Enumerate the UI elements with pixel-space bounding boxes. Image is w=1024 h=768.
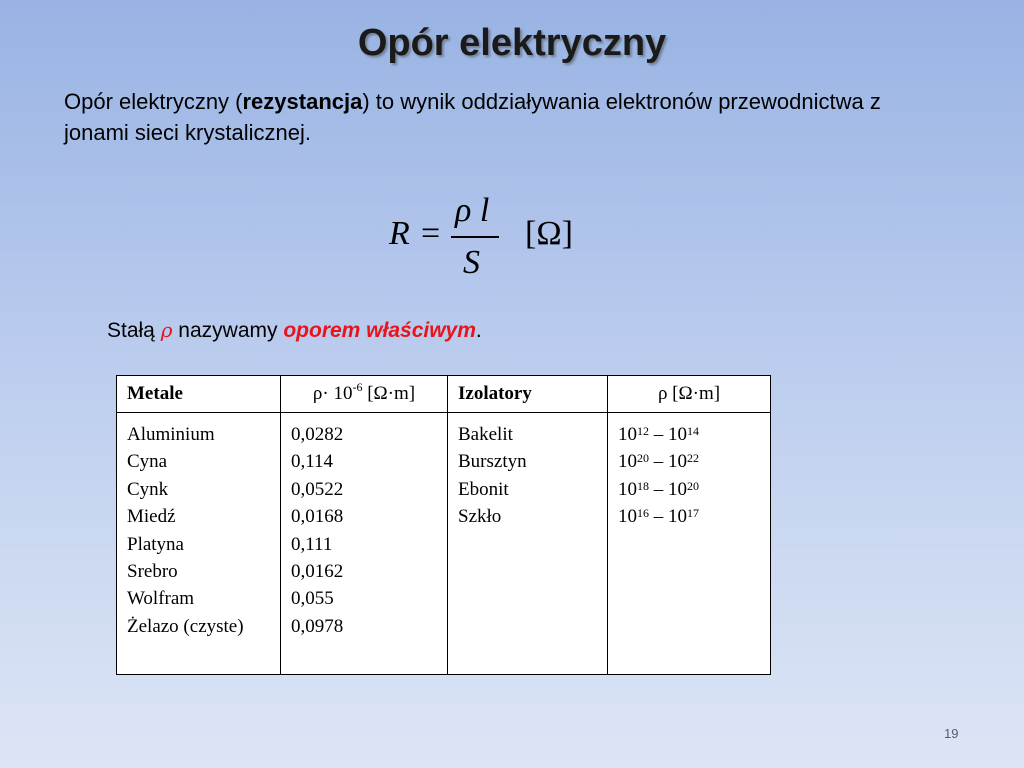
header-rho-insulators: ρ [Ω·m] [608,376,771,413]
resistivity-definition [107,318,482,343]
header-rho-metals-exp: -6 [352,380,363,394]
const-prefix: Stałą [107,319,161,342]
metal-values-list [291,421,437,640]
formula-unit: [Ω] [525,215,573,252]
range-exponent: 16 [637,506,649,521]
metal-value: 0,0522 [291,478,344,500]
header-insulators: Izolatory [448,376,608,413]
range-exponent: 20 [637,451,649,466]
metal-name: Aluminium [127,424,215,445]
formula-numerator: ρ l [455,192,490,229]
intro-prefix: Opór elektryczny ( [64,89,243,114]
metal-name: Cynk [127,478,169,500]
insulators-cell [448,413,608,675]
insulator-name: Ebonit [458,478,509,500]
insulator-name: Bursztyn [458,451,527,473]
metals-list [127,421,270,640]
header-rho-metals [281,376,448,413]
range-exponent: 17 [687,506,699,521]
range-base: 10 [668,506,687,528]
intro-bold-term: rezystancja [242,89,363,114]
range-base: 10 [618,506,637,528]
intro-paragraph [64,86,884,148]
range-exponent: 18 [637,478,649,493]
metal-name: Wolfram [127,588,195,610]
header-rho-metals-prefix: ρ· 10 [312,383,353,404]
rho-symbol: ρ [160,318,173,342]
metal-name: Żelazo (czyste) [127,615,244,637]
metal-name: Miedź [127,506,176,528]
metal-value: 0,0978 [291,615,344,637]
resistivity-table [116,375,771,675]
metal-value: 0,0168 [291,506,344,528]
insulator-range [618,421,760,448]
const-suffix: . [475,319,482,342]
table-body-row [117,413,771,675]
insulator-range [618,448,760,475]
metal-name: Srebro [127,561,178,583]
range-base: 10 [618,451,637,473]
range-separator: – [649,451,668,473]
resistivity-term: oporem właściwym [283,319,476,342]
range-base: 10 [618,478,637,500]
intro-suffix: ) to wynik oddziaływania elektronów przewodnictwa z jonami sieci krystalicznej. [64,89,881,145]
insulator-ranges-list [618,421,760,531]
metal-value: 0,114 [291,451,334,473]
fraction-bar [451,236,499,238]
insulators-list [458,421,597,531]
range-base: 10 [618,424,637,445]
metal-value: 0,055 [291,588,334,610]
slide-title: Opór elektryczny [357,22,667,64]
insulator-name: Bakelit [458,424,513,445]
resistance-formula [385,190,625,290]
formula-lhs: R [389,215,410,252]
formula-equals: = [421,215,441,252]
table-header-row [117,376,771,413]
metal-name: Cyna [127,451,168,473]
range-base: 10 [668,424,687,445]
insulator-range [618,503,760,530]
metal-values-cell [281,413,448,675]
range-base: 10 [668,451,687,473]
metal-value: 0,0282 [291,424,344,445]
const-middle: nazywamy [172,319,284,342]
metal-name: Platyna [127,533,184,555]
range-separator: – [649,424,668,445]
metal-value: 0,111 [291,533,333,555]
insulator-range [618,476,760,503]
range-exponent: 22 [687,451,699,466]
range-base: 10 [668,478,687,500]
formula-denominator: S [463,244,480,281]
metals-cell [117,413,281,675]
range-separator: – [649,506,668,528]
range-separator: – [649,478,668,500]
insulator-name: Szkło [458,506,502,528]
insulator-ranges-cell [608,413,771,675]
header-rho-metals-unit: [Ω·m] [362,383,416,404]
metal-value: 0,0162 [291,561,344,583]
range-exponent: 12 [637,424,649,438]
range-exponent: 20 [687,478,699,493]
header-metals: Metale [117,376,281,413]
page-number: 19 [944,726,959,741]
range-exponent: 14 [687,424,699,438]
